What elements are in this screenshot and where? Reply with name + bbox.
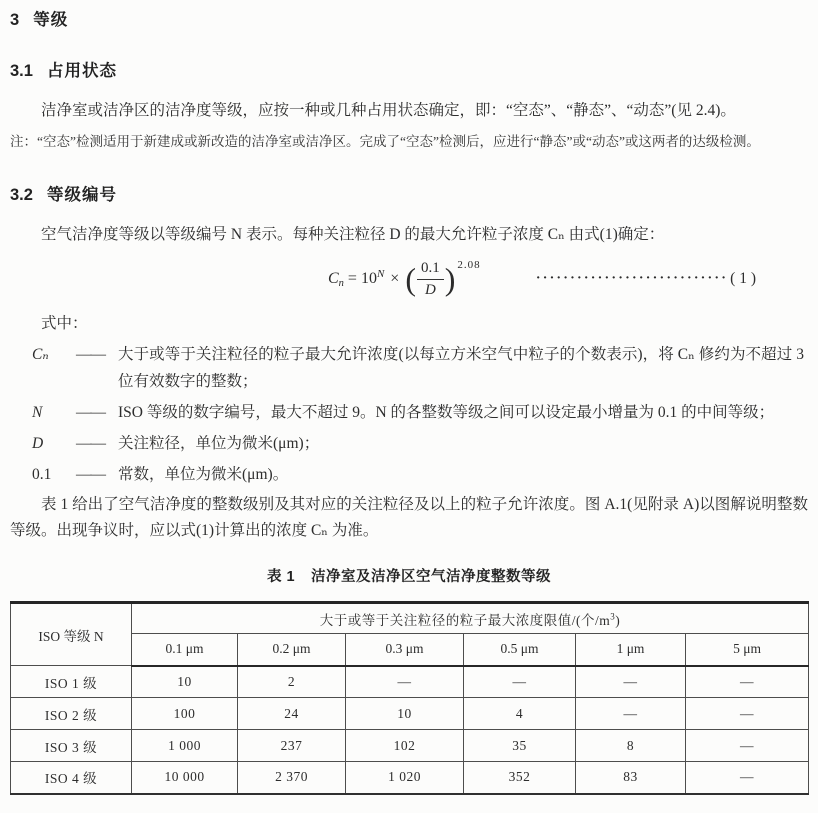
equation-number: ( 1 ) [730, 270, 756, 287]
definition-item-01 [32, 461, 808, 488]
cell-iso2-5um: — [686, 698, 809, 730]
section-3-2-title: 等级编号 [46, 186, 117, 204]
table-1-title-text: 洁净室及洁净区空气洁净度整数等级 [311, 569, 552, 585]
concentration-limit-text: 大于或等于关注粒径的粒子最大浓度限值/(个/m [319, 612, 611, 628]
table-row-iso2 [11, 698, 809, 730]
cell-iso1-0-1um: 10 [132, 666, 238, 698]
cell-iso2-0-1um: 100 [132, 698, 238, 730]
cell-iso3-5um: — [686, 730, 809, 762]
row-label-iso3: ISO 3 级 [11, 730, 132, 762]
cell-iso1-0-5um: — [464, 666, 576, 698]
formula-exponent-n: N [376, 268, 385, 280]
section-3-2-number: 3.2 [10, 186, 33, 204]
definition-term-cn: Cₙ [32, 346, 49, 363]
cell-iso1-0-2um: 2 [238, 666, 346, 698]
definition-item-n [32, 399, 808, 426]
definition-desc-cn: 大于或等于关注粒径的粒子最大允许浓度(以每立方米空气中粒子的个数表示)，将 Cₙ 修约为不超过 3 位有效数字的整数； [118, 346, 804, 390]
definition-desc-01: 常数，单位为微米(μm)。 [118, 466, 289, 483]
class-numbering-paragraph: 空气洁净度等级以等级编号 N 表示。每种关注粒径 D 的最大允许粒子浓度 Cₙ 由式(1)确定： [41, 226, 665, 243]
definition-dash: —— [76, 404, 105, 421]
cell-iso4-0-1um: 10 000 [132, 762, 238, 794]
where-label: 式中： [41, 315, 88, 332]
cell-iso3-0-2um: 237 [238, 730, 346, 762]
definition-desc-n: ISO 等级的数字编号，最大不超过 9。N 的各整数等级之间可以设定最小增量为 0.1 的中间等级； [118, 404, 775, 421]
column-header-iso-class: ISO 等级 N [11, 603, 132, 666]
cell-iso2-0-3um: 10 [346, 698, 464, 730]
column-header-0-2um: 0.2 μm [238, 634, 346, 666]
column-header-concentration-limit [132, 603, 809, 634]
table-row-iso1 [11, 666, 809, 698]
section-3-2-heading [10, 181, 808, 205]
definition-dash: —— [76, 435, 105, 452]
equation-1 [10, 254, 808, 304]
formula-left-paren: ( [405, 261, 416, 297]
cell-iso3-0-5um: 35 [464, 730, 576, 762]
formula-fraction-numerator: 0.1 [417, 259, 444, 280]
cell-iso3-0-3um: 102 [346, 730, 464, 762]
cell-iso2-1um: — [576, 698, 686, 730]
table-header-row-1 [11, 603, 809, 634]
column-header-5um: 5 μm [686, 634, 809, 666]
column-header-0-5um: 0.5 μm [464, 634, 576, 666]
row-label-iso2: ISO 2 级 [11, 698, 132, 730]
column-header-0-3um: 0.3 μm [346, 634, 464, 666]
occupancy-paragraph: 洁净室或洁净区的洁净度等级，应按一种或几种占用状态确定，即：“空态”、“静态”、“动态”(见 2.4)。 [41, 102, 736, 119]
formula-times-sign: × [390, 270, 400, 287]
cell-iso2-0-5um: 4 [464, 698, 576, 730]
cell-iso4-5um: — [686, 762, 809, 794]
note-paragraph: 注：“空态”检测适用于新建成或新改造的洁净室或洁净区。完成了“空态”检测后，应进行“静态”或“动态”或这两者的达级检测。 [10, 134, 760, 149]
section-3-1-title: 占用状态 [46, 62, 117, 80]
row-label-iso4: ISO 4 级 [11, 762, 132, 794]
formula-var-c-subscript: n [338, 277, 344, 289]
section-3-title: 等级 [33, 11, 69, 29]
definition-desc-d: 关注粒径，单位为微米(μm)； [118, 435, 320, 452]
closing-paragraph: 表 1 给出了空气洁净度的整数级别及其对应的关注粒径及以上的粒子允许浓度。图 A.1(见附录 A)以图解说明整数等级。出现争议时，应以式(1)计算出的浓度 Cₙ 为准。 [10, 496, 808, 539]
cell-iso4-0-2um: 2 370 [238, 762, 346, 794]
row-label-iso1: ISO 1 级 [11, 666, 132, 698]
concentration-limit-tail: ) [615, 612, 621, 628]
formula-fraction-denominator: D [424, 281, 436, 298]
definition-dash: —— [76, 466, 105, 483]
definition-item-d [32, 430, 808, 457]
table-row-iso3 [11, 730, 809, 762]
formula-equals: = [347, 270, 357, 287]
cell-iso3-1um: 8 [576, 730, 686, 762]
section-3-heading [10, 6, 808, 30]
cell-iso3-0-1um: 1 000 [132, 730, 238, 762]
table-1-title-number: 表 1 [266, 569, 296, 585]
equation-1-expression [328, 259, 481, 300]
section-3-1-heading [10, 57, 808, 81]
cleanliness-class-table [10, 601, 809, 795]
section-3-1-number: 3.1 [10, 62, 33, 80]
cell-iso4-0-5um: 352 [464, 762, 576, 794]
cell-iso4-1um: 83 [576, 762, 686, 794]
table-1-title [10, 565, 808, 586]
cell-iso1-0-3um: — [346, 666, 464, 698]
concentration-limit-sup: 3 [610, 611, 616, 621]
formula-outer-exponent: 2.08 [457, 259, 481, 271]
column-header-1um: 1 μm [576, 634, 686, 666]
definition-dash: —— [76, 346, 105, 363]
cell-iso1-5um: — [686, 666, 809, 698]
cell-iso4-0-3um: 1 020 [346, 762, 464, 794]
table-row-iso4 [11, 762, 809, 794]
definition-term-01: 0.1 [32, 466, 52, 483]
column-header-0-1um: 0.1 μm [132, 634, 238, 666]
definition-term-d: D [32, 435, 44, 452]
formula-base-10: 10 [360, 270, 377, 287]
equation-dotted-leader: ···························· [535, 271, 729, 286]
definition-list [10, 341, 808, 488]
definition-term-n: N [32, 404, 43, 421]
formula-fraction [417, 259, 444, 300]
section-3-number: 3 [10, 11, 20, 29]
definition-item-cn [32, 341, 808, 395]
formula-right-paren: ) [444, 261, 456, 297]
cell-iso2-0-2um: 24 [238, 698, 346, 730]
cell-iso1-1um: — [576, 666, 686, 698]
formula-var-c: C [328, 270, 339, 287]
